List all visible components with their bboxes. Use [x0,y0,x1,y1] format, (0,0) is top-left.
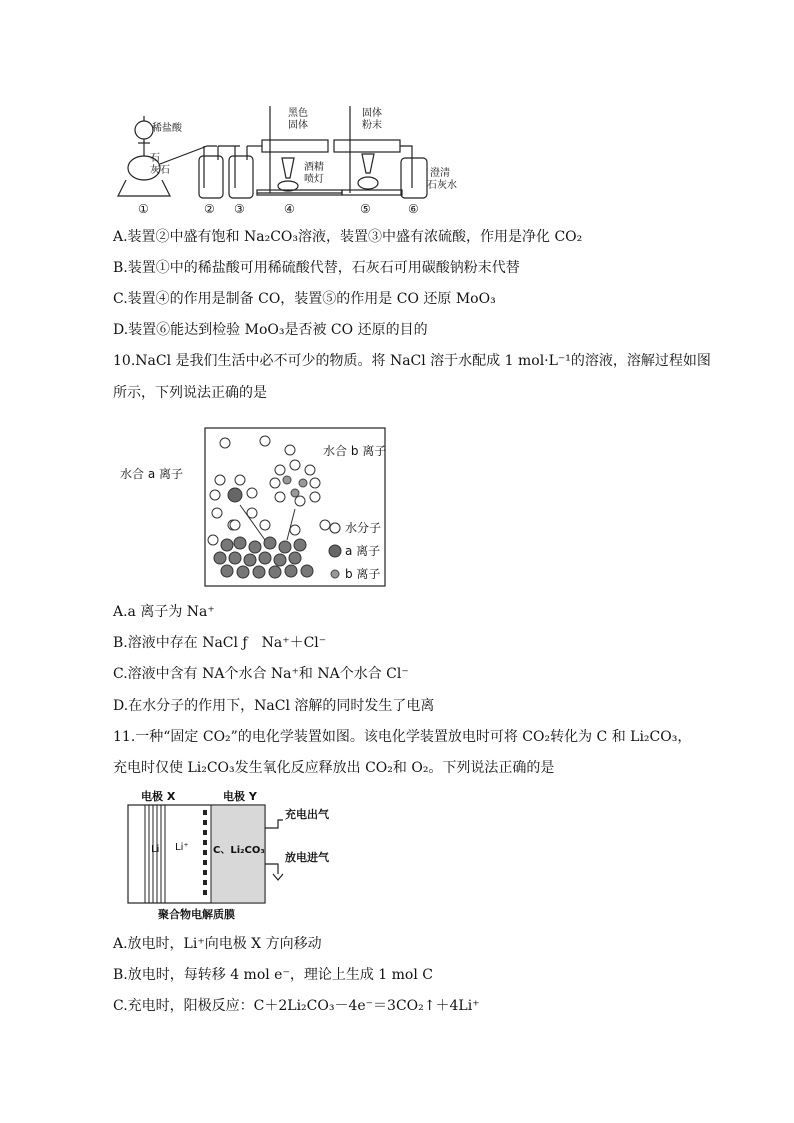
label-stone: 石 [150,153,160,164]
q11-stem: 11.一种“固定 CO₂”的电化学装置如图。该电化学装置放电时可将 CO₂转化为 C 和 Li₂CO₃， [113,729,692,745]
label-limewater: 澄清 [430,168,450,179]
dissolution-figure [115,425,405,590]
number-3: ③ [234,202,245,216]
legend-b: b 离子 [345,567,381,581]
q11-option-b: B.放电时，每转移 4 mol e⁻，理论上生成 1 mol C [113,967,434,983]
q10-option-a: A.a 离子为 Na⁺ [113,604,215,620]
q10-stem: 10.NaCl 是我们生活中必不可少的物质。将 NaCl 溶于水配成 1 mol·L⁻¹的溶液，溶解过程如图 [113,353,711,369]
label-electrode-y: 电极 Y [223,790,257,803]
legend-a: a 离子 [345,544,381,558]
label-charge-out: 充电出气 [285,808,329,821]
label-acid: 稀盐酸 [152,123,182,134]
q9-option-d: D.装置⑥能达到检验 MoO₃是否被 CO 还原的目的 [113,322,428,338]
label-hydrated-b: 水合 b 离子 [323,444,387,458]
number-2: ② [204,202,215,216]
q9-option-c: C.装置④的作用是制备 CO，装置⑤的作用是 CO 还原 MoO₃ [113,291,496,307]
label-stone: 灰石 [150,165,170,176]
label-electrode-x: 电极 X [141,790,176,803]
q10-option-b: B.溶液中存在 NaCl ƒ Na⁺＋Cl⁻ [113,635,327,651]
label-discharge-in: 放电进气 [285,851,329,864]
number-6: ⑥ [408,202,419,216]
number-4: ④ [284,202,295,216]
label-li: Li [151,844,160,855]
legend-water: 水分子 [345,521,382,535]
q10-option-d: D.在水分子的作用下，NaCl 溶解的同时发生了电离 [113,698,435,714]
cell-figure [123,788,368,923]
q10-option-c: C.溶液中含有 NA个水合 Na⁺和 NA个水合 Cl⁻ [113,666,409,682]
q9-option-b: B.装置①中的稀盐酸可用稀硫酸代替，石灰石可用碳酸钠粉末代替 [113,260,520,276]
label-limewater: 石灰水 [427,180,457,191]
q11-option-a: A.放电时，Li⁺向电极 X 方向移动 [113,936,322,952]
label-lamp: 喷灯 [304,174,324,185]
q10-stem-cont: 所示，下列说法正确的是 [113,385,267,401]
number-1: ① [138,202,149,216]
label-solid-powder: 固体 [362,108,382,119]
label-li-ion: Li⁺ [175,842,189,853]
label-hydrated-a: 水合 a 离子 [120,467,183,481]
label-black-solid: 固体 [288,120,308,131]
label-solid-powder: 粉末 [362,120,382,131]
number-5: ⑤ [360,202,371,216]
label-lamp: 酒精 [304,162,324,173]
label-black-solid: 黑色 [288,108,308,119]
q9-option-a: A.装置②中盛有饱和 Na₂CO₃溶液，装置③中盛有浓硫酸，作用是净化 CO₂ [113,229,583,245]
q11-stem-cont: 充电时仅使 Li₂CO₃发生氧化反应释放出 CO₂和 O₂。下列说法正确的是 [113,760,555,776]
apparatus-figure [112,98,457,218]
label-membrane: 聚合物电解质膜 [158,908,235,921]
q11-option-c: C.充电时，阳极反应：C＋2Li₂CO₃－4e⁻＝3CO₂↑＋4Li⁺ [113,998,480,1014]
label-c-li2co3: C、Li₂CO₃ [213,845,265,856]
